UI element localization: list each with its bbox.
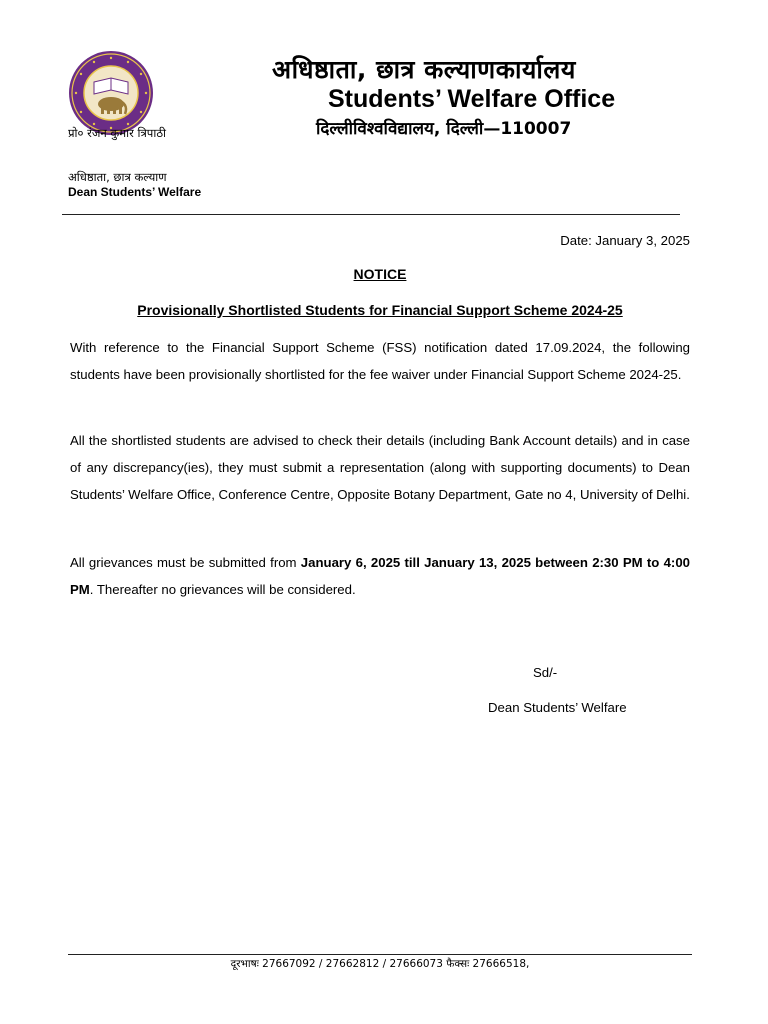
office-title-hindi: अधिष्ठाता, छात्र कल्याणकार्यालय (272, 55, 576, 84)
paragraph-grievances (70, 550, 690, 604)
footer-divider (68, 954, 692, 955)
notice-date: Date: January 3, 2025 (560, 233, 690, 248)
designation-english: Dean Students’ Welfare (68, 185, 202, 199)
paragraph-reference: With reference to the Financial Support Scheme (FSS) notification dated 17.09.2024, the following students have been provisionally shortlisted for the fee waiver under Financial Support Scheme 2024-25. (70, 340, 690, 382)
designation-hindi: अधिष्ठाता, छात्र कल्याण (68, 170, 167, 184)
signature-mark: Sd/- (533, 665, 558, 680)
notice-subject: Provisionally Shortlisted Students for Financial Support Scheme 2024-25 (137, 302, 623, 318)
footer-contact: दूरभाषः 27667092 / 27662812 / 27666073 फैक्सः 27666518, (230, 958, 530, 970)
notice-heading: NOTICE (353, 266, 407, 282)
dean-name: प्रो० रंजन कुमार त्रिपाठी (68, 126, 166, 140)
university-address: दिल्लीविश्वविद्यालय, दिल्ली—110007 (316, 119, 572, 139)
signatory-title: Dean Students’ Welfare (488, 700, 627, 715)
grievance-text-start: All grievances must be submitted from (70, 555, 301, 570)
grievance-text-end: . Thereafter no grievances will be considered. (89, 581, 356, 597)
office-title-english: Students’ Welfare Office (328, 85, 616, 113)
paragraph-instructions: All the shortlisted students are advised to check their details (including Bank Account details) and in case of any discrepancy(ies), they must submit a representation (along with supporting documents) to Dean Students’ Welfare Office, Conference Centre, Opposite Botany Department, Gate no 4, University of Delhi. (70, 433, 690, 502)
header-divider (62, 214, 680, 215)
university-seal-icon (68, 50, 154, 136)
grievance-period: January 6, 2025 till January 13, 2025 between 2:30 PM to 4:00 PM (70, 555, 690, 597)
